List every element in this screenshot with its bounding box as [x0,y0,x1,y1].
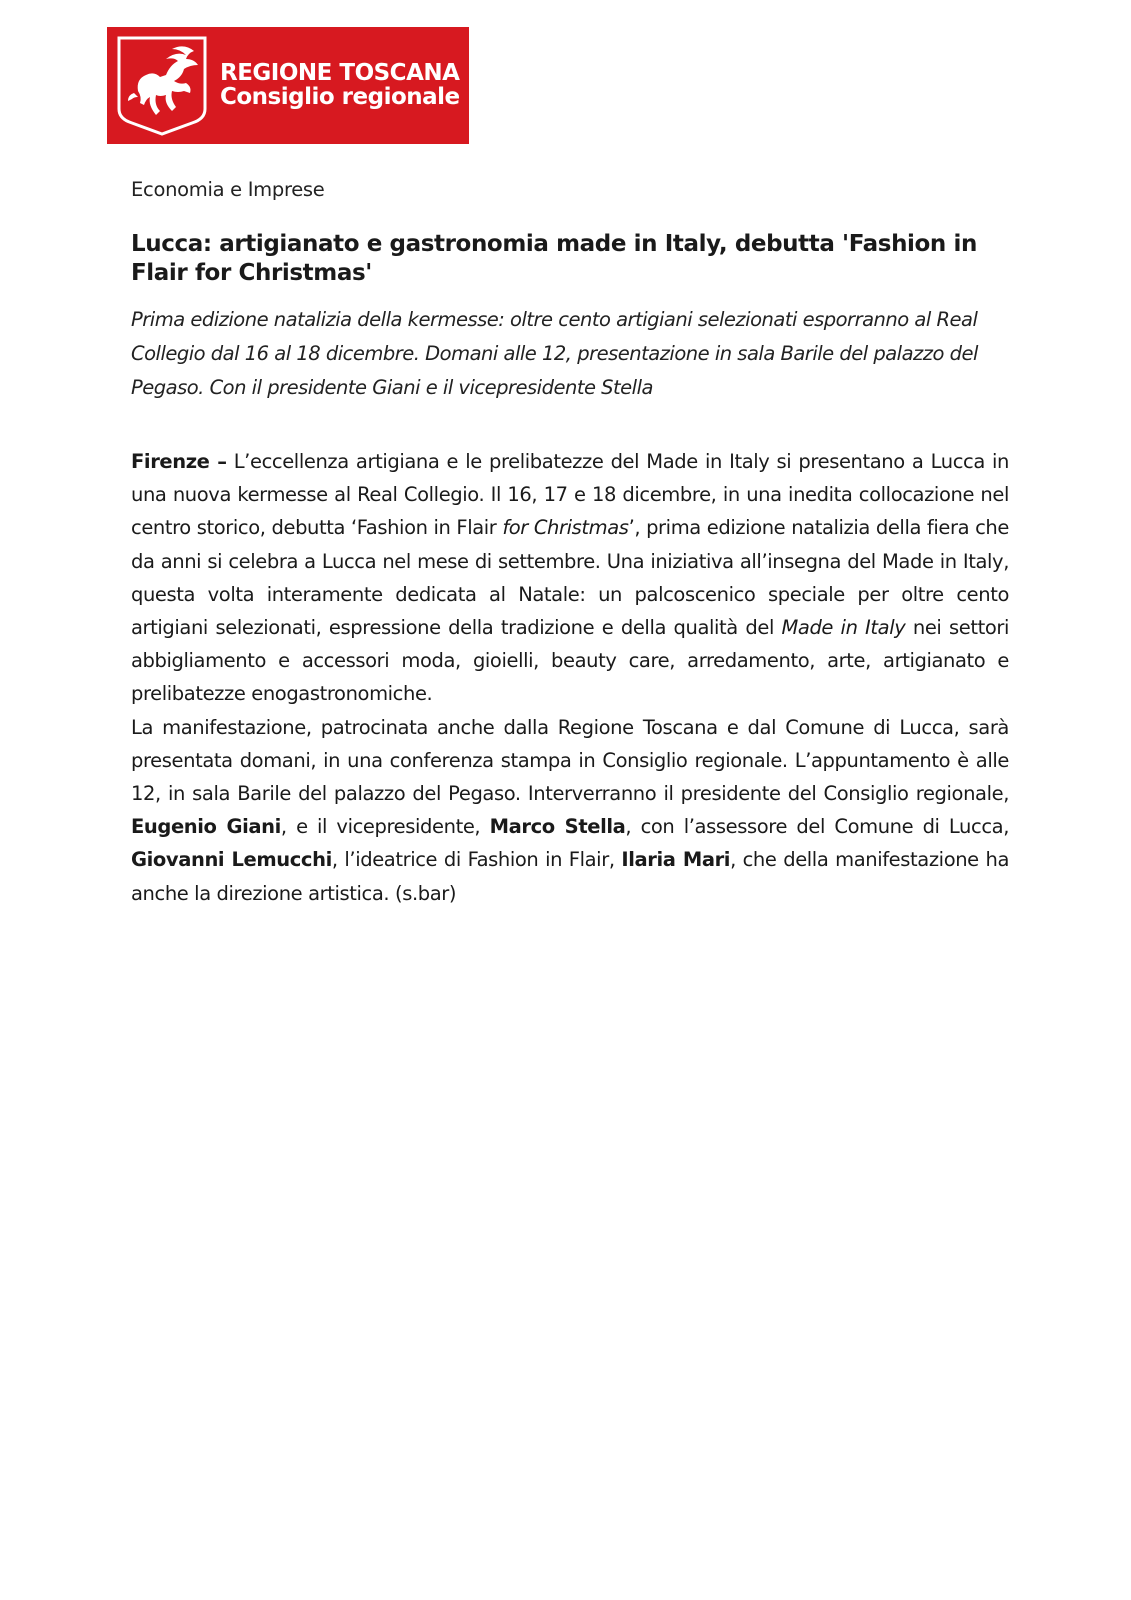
text-span: , e il vicepresidente, [280,815,490,839]
dateline: Firenze – [131,450,227,473]
article-subtitle: Prima edizione natalizia della kermesse: oltre cento artigiani selezionati esporranno al Real Collegio dal 16 al 18 dicembre. Domani alle 12, presentazione in sala Barile del palazzo del Pegaso. Con il presidente Giani e il vicepresidente Stella [131,308,978,399]
text-span: , l’ideatrice di Fashion in Flair, [331,848,622,872]
emphasis: for Christmas [502,516,629,540]
brand-subtitle: Consiglio regionale [220,84,460,110]
text-span: , con l’assessore del Comune di Lucca, [625,815,1010,839]
article-title: Lucca: artigianato e gastronomia made in Italy, debutta 'Fashion in Flair for Christmas' [131,231,977,286]
brand-name: REGIONE TOSCANA [220,60,460,86]
person-name: Ilaria Mari [621,848,731,872]
person-name: Marco Stella [489,815,626,839]
article-body [131,445,1009,910]
article-category: Economia e Imprese [131,178,325,201]
emphasis: Made in Italy [781,616,906,640]
text-span: L’eccellenza artigiana e le prelibatezze del Made in Italy si presentano a Lucca in una nuova kermesse al Real Collegio. Il 16, 17 e 18 dicembre, in una inedita collocazione nel centro storico, debutta ‘Fashion in Flair [131,450,1009,540]
text-span: , che della manifestazione ha anche la direzione artistica. (s.bar) [131,848,1010,905]
text-span: La manifestazione, patrocinata anche dalla Regione Toscana e dal Comune di Lucca, sarà presentata domani, in una conferenza stampa in Consiglio regionale. L’appuntamento è alle 12, in sala Barile del palazzo del Pegaso. Interverranno il presidente del Consiglio regionale, [131,715,1009,806]
body-paragraph-2 [131,711,1009,910]
pegasus-icon [116,35,208,137]
text-span: ’, prima edizione natalizia della fiera che da anni si celebra a Lucca nel mese di settembre. Una iniziativa all’insegna del Made in Italy, questa volta interamente dedicata al Natale: un palcoscenico speciale per oltre cento artigiani selezionati, espressione della tradizione e della qualità del [131,516,1009,640]
text-span: nei settori abbigliamento e accessori moda, gioielli, beauty care, arredamento, arte, artigianato e prelibatezze enogastronomiche. [131,616,1009,706]
person-name: Giovanni Lemucchi [131,848,332,872]
person-name: Eugenio Giani [131,815,281,839]
body-paragraph-1 [131,445,1009,711]
regione-toscana-logo [107,27,469,144]
